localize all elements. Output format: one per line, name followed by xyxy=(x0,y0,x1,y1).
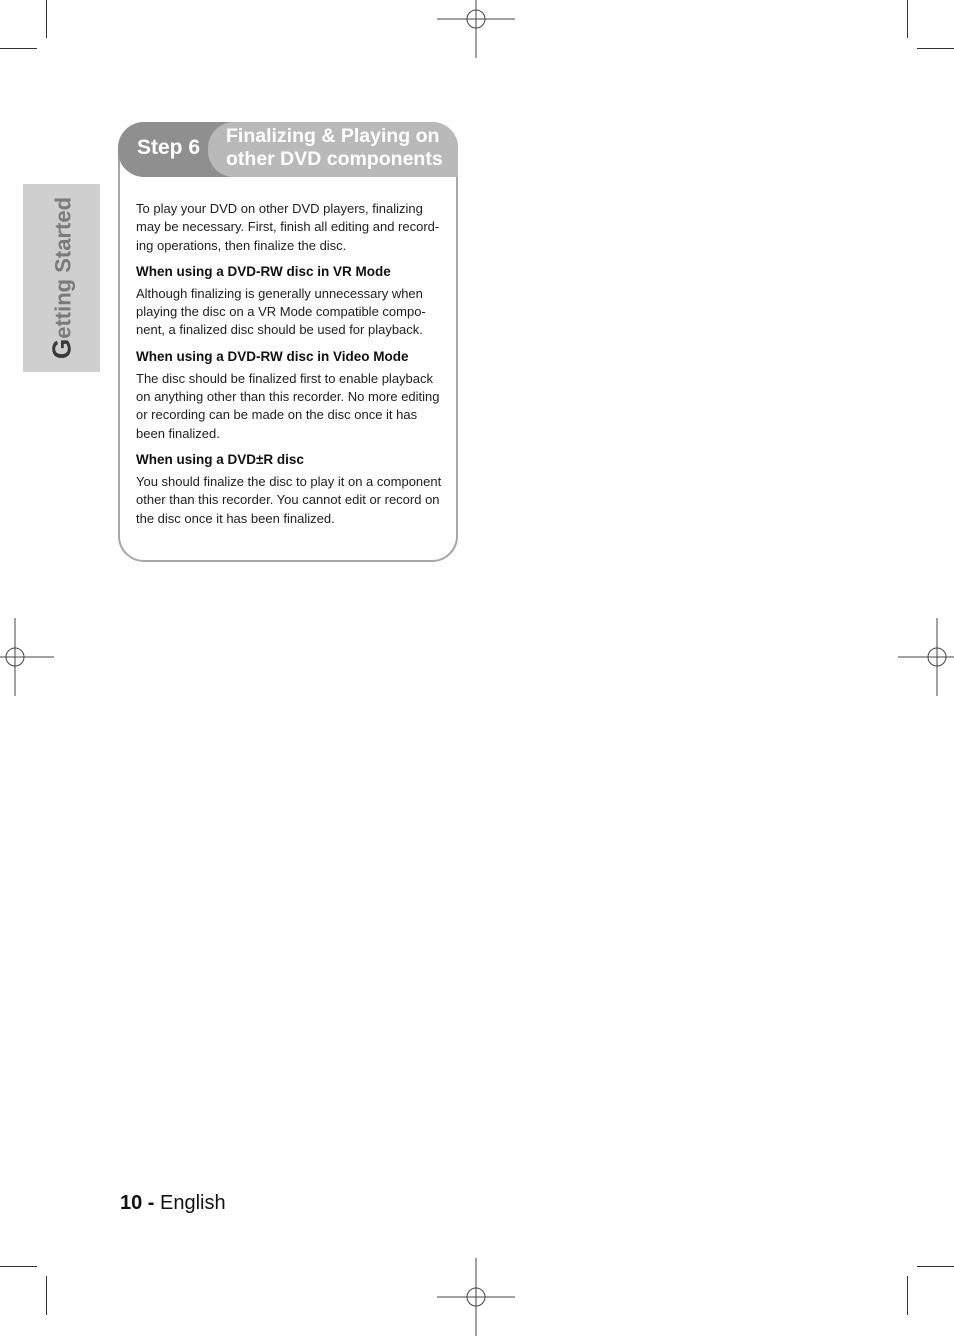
section-body-vr-mode: Although finalizing is generally unnecessary when playing the disc on a VR Mode compatible compo-nent, a finalized disc should be used for playback. xyxy=(136,285,426,338)
section-heading-vr-mode: When using a DVD-RW disc in VR Mode xyxy=(136,263,391,279)
crop-mark xyxy=(0,1266,37,1267)
crop-mark xyxy=(917,1266,954,1267)
section-heading-dvd-r: When using a DVD±R disc xyxy=(136,451,304,467)
crop-mark xyxy=(46,0,47,38)
crop-mark xyxy=(917,48,954,49)
side-tab-initial: G xyxy=(46,338,76,360)
registration-mark-icon xyxy=(0,618,54,696)
step-content xyxy=(136,200,448,536)
registration-mark-icon xyxy=(898,618,954,696)
step-title-line1: Finalizing & Playing on xyxy=(226,125,440,147)
step-header xyxy=(118,122,458,177)
crop-mark xyxy=(907,0,908,38)
side-tab-rest: etting Started xyxy=(50,196,75,339)
crop-mark xyxy=(907,1276,908,1315)
section-side-tab xyxy=(23,184,100,372)
page-footer xyxy=(120,1192,226,1215)
section-body-dvd-r: You should finalize the disc to play it on a component other than this recorder. You cannot edit or record on the disc once it has been finalized. xyxy=(136,473,442,526)
page-number: 10 - xyxy=(120,1192,155,1214)
step-box xyxy=(118,122,458,562)
step-title-line2: other DVD components xyxy=(226,148,443,170)
section-heading-video-mode: When using a DVD-RW disc in Video Mode xyxy=(136,348,409,364)
crop-mark xyxy=(46,1276,47,1315)
section-body-video-mode: The disc should be finalized first to enable playback on anything other than this recorder. No more editing or recording can be made on the disc once it has been finalized. xyxy=(136,370,440,441)
section-side-tab-label xyxy=(46,197,77,359)
registration-mark-icon xyxy=(437,0,515,58)
crop-mark xyxy=(0,48,37,49)
step-title xyxy=(226,125,454,171)
intro-paragraph: To play your DVD on other DVD players, finalizing may be necessary. First, finish all editing and record-ing operations, then finalize the disc. xyxy=(136,201,440,253)
step-label: Step 6 xyxy=(137,136,201,159)
registration-mark-icon xyxy=(437,1258,515,1336)
footer-language: English xyxy=(160,1192,226,1214)
